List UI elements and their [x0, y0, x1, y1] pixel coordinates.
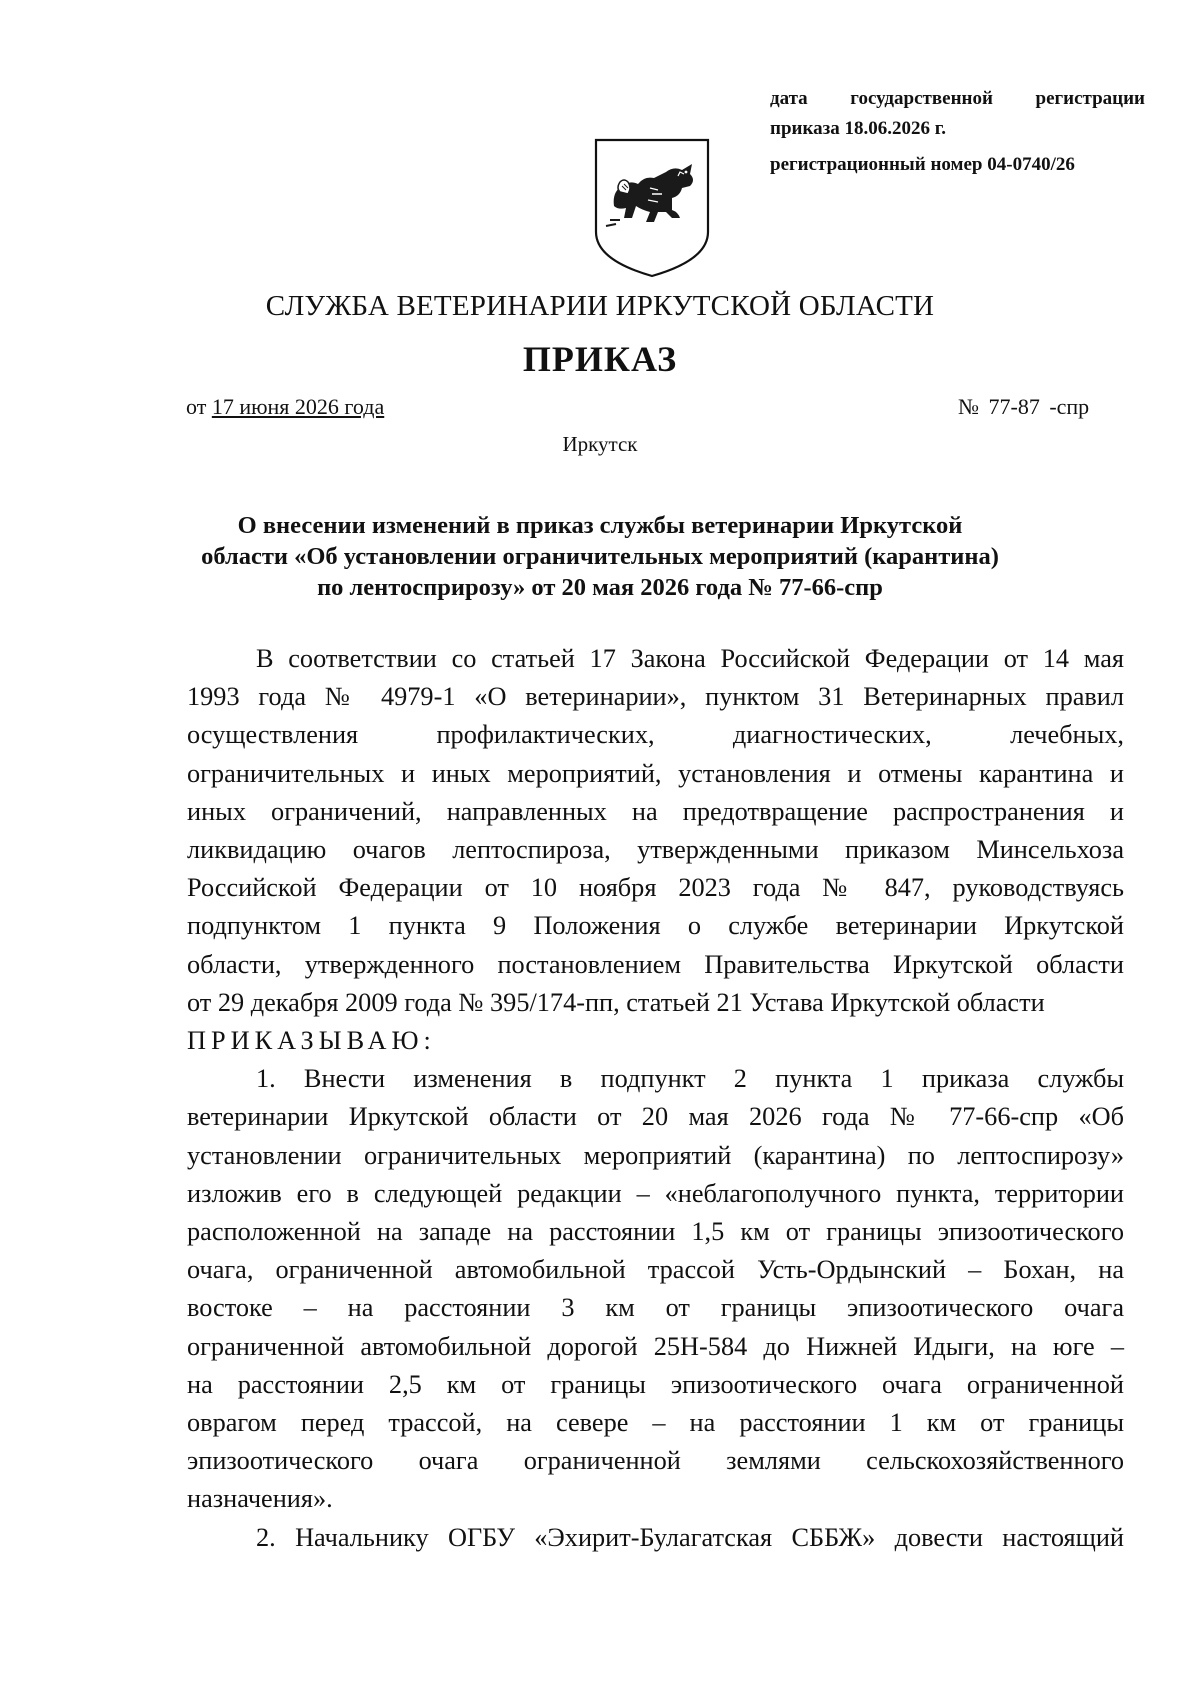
clause-1-line: на расстоянии 2,5 км от границы эпизоотического очага ограниченной — [187, 1369, 1124, 1399]
body-line: В соответствии со статьей 17 Закона Российской Федерации от 14 мая — [256, 644, 1124, 673]
body-line: ограничительных и иных мероприятий, установления и отмены карантина и — [187, 758, 1124, 788]
order-body — [187, 640, 1124, 1557]
body-line: области, утвержденного постановлением Правительства Иркутской области — [187, 949, 1124, 979]
registration-number: регистрационный номер 04-0740/26 — [770, 154, 1075, 175]
heading-line: по лентосприрозу» от 20 мая 2026 года № 77-66-спр — [317, 574, 883, 601]
clause-1-line: назначения». — [187, 1484, 333, 1514]
body-line: 1993 года № 4979-1 «О ветеринарии», пунктом 31 Ветеринарных правил — [187, 682, 1124, 712]
body-line: осуществления профилактических, диагностических, лечебных, — [187, 720, 1124, 750]
clause-1-line: установлении ограничительных мероприятий (карантина) по лептоспирозу» — [187, 1140, 1124, 1170]
order-subject-heading — [120, 510, 1080, 603]
order-date-prefix: от — [186, 394, 212, 419]
body-line: подпунктом 1 пункта 9 Положения о службе ветеринарии Иркутской — [187, 911, 1124, 941]
clause-1-line: очага, ограниченной автомобильной трассой Усть-Ордынский – Бохан, на — [187, 1255, 1124, 1285]
clause-1-line: ограниченной автомобильной дорогой 25Н-584 до Нижней Идыги, на юге – — [187, 1331, 1124, 1361]
clause-1-line: ветеринарии Иркутской области от 20 мая 2026 года № 77-66-спр «Об — [187, 1102, 1124, 1132]
body-line: ликвидацию очагов лептоспироза, утвержденными приказом Минсельхоза — [187, 835, 1124, 865]
clause-2-line: 2. Начальнику ОГБУ «Эхирит-Булагатская СББЖ» довести настоящий — [256, 1522, 1124, 1552]
clause-1-line: 1. Внести изменения в подпункт 2 пункта 1 приказа службы — [256, 1064, 1124, 1094]
clause-1-line: оврагом перед трассой, на севере – на расстоянии 1 км от границы — [187, 1408, 1124, 1438]
body-line: Российской Федерации от 10 ноября 2023 года № 847, руководствуясь — [187, 873, 1124, 903]
irkutsk-coat-of-arms-icon — [592, 136, 712, 280]
order-directive-word: ПРИКАЗЫВАЮ: — [187, 1026, 436, 1056]
registration-date: приказа 18.06.2026 г. — [770, 118, 946, 139]
heading-line: области «Об установлении ограничительных мероприятий (карантина) — [201, 543, 999, 570]
body-line: от 29 декабря 2009 года № 395/174-пп, статьей 21 Устава Иркутской области — [187, 987, 1045, 1017]
order-date-value: 17 июня 2026 года — [211, 394, 385, 419]
clause-1-line: эпизоотического очага ограниченной землями сельскохозяйственного — [187, 1446, 1124, 1476]
registration-date-label: дата государственной регистрации — [770, 88, 1145, 109]
order-number: № 77-87 -спр — [958, 394, 1090, 419]
city-name: Иркутск — [562, 432, 638, 456]
agency-name: СЛУЖБА ВЕТЕРИНАРИИ ИРКУТСКОЙ ОБЛАСТИ — [265, 290, 935, 322]
clause-1-line: изложив его в следующей редакции – «неблагополучного пункта, территории — [187, 1178, 1124, 1208]
clause-1-line: расположенной на западе на расстоянии 1,5 км от границы эпизоотического — [187, 1217, 1124, 1247]
body-line: иных ограничений, направленных на предотвращение распространения и — [187, 796, 1124, 826]
document-type-title: ПРИКАЗ — [522, 339, 678, 379]
clause-1-line: востоке – на расстоянии 3 км от границы эпизоотического очага — [187, 1293, 1124, 1323]
order-date — [186, 394, 384, 420]
heading-line: О внесении изменений в приказ службы ветеринарии Иркутской — [237, 512, 963, 539]
registration-stamp — [770, 84, 1150, 180]
